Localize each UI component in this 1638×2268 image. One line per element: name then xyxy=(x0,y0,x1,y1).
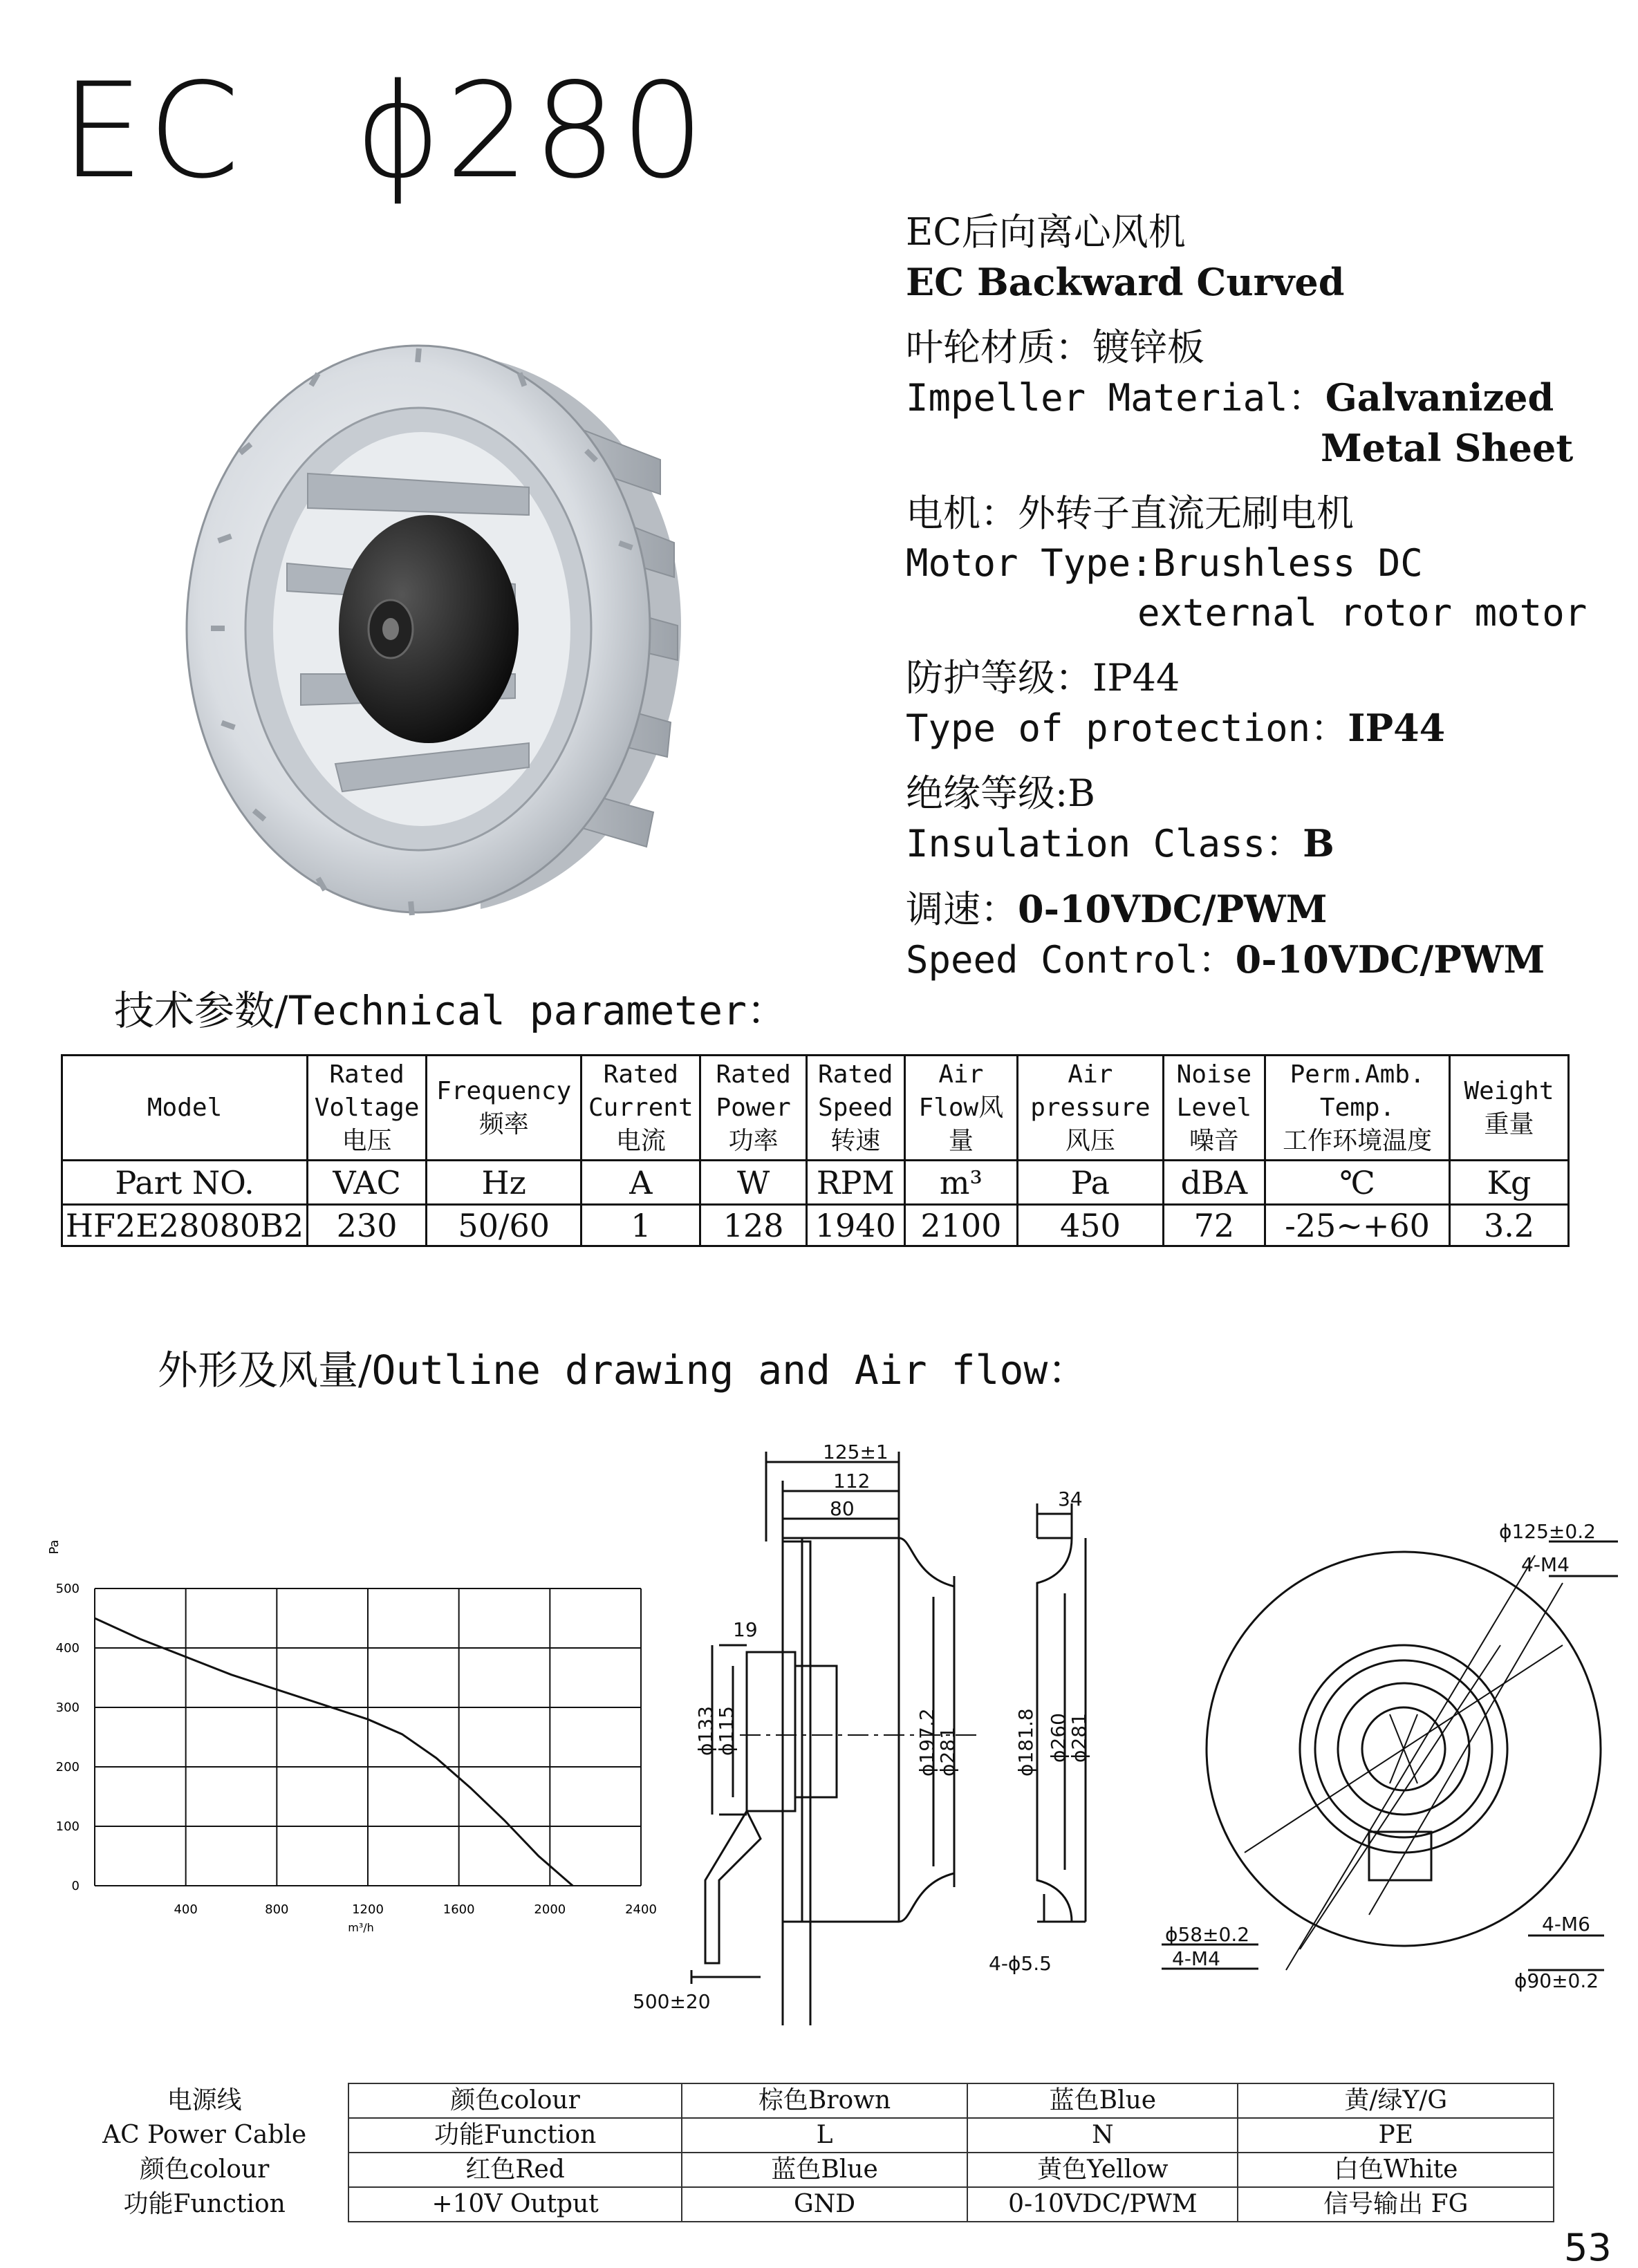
tech-unit-cell: A xyxy=(581,1161,700,1205)
impeller-cn-value: 镀锌板 xyxy=(1092,326,1204,369)
tech-header-line: Speed xyxy=(818,1093,893,1122)
tech-header-line: Weight xyxy=(1464,1076,1554,1105)
motor-en-line1: Motor Type:Brushless DC xyxy=(906,541,1423,585)
tech-header-cell xyxy=(1163,1056,1265,1161)
dim-133: ϕ133 xyxy=(694,1706,717,1756)
tech-header-line: 功率 xyxy=(728,1126,779,1155)
tech-heading-en: Technical parameter： xyxy=(288,987,788,1034)
spec-insulation xyxy=(906,769,1597,869)
cable-cell: 0-10VDC/PWM xyxy=(967,2187,1238,2222)
dim-19: 19 xyxy=(733,1618,758,1641)
dim-125: 125±1 xyxy=(823,1441,888,1463)
cable-cell: 蓝色Blue xyxy=(967,2083,1238,2118)
cable-row-2 xyxy=(61,2118,1554,2153)
airflow-chart xyxy=(28,1521,678,1949)
chart-ticks xyxy=(56,1582,657,1917)
cable-cell: 黄/绿Y/G xyxy=(1238,2083,1554,2118)
chart-y-tick-label: 500 xyxy=(55,1582,80,1596)
insulation-en-value: B xyxy=(1303,821,1334,865)
chart-x-tick-label: 400 xyxy=(174,1902,198,1917)
tech-header-cell xyxy=(427,1056,581,1161)
tech-value-cell: 2100 xyxy=(904,1205,1018,1246)
chart-x-axis-label: m³/h xyxy=(348,1921,374,1934)
title-ec: EC xyxy=(61,55,244,207)
tech-header-cell xyxy=(806,1056,904,1161)
tech-header-cell xyxy=(1265,1056,1450,1161)
dim-260: ϕ260 xyxy=(1047,1713,1070,1763)
tech-header-cell xyxy=(581,1056,700,1161)
tech-header-line: Level xyxy=(1176,1093,1252,1122)
fan-product-image xyxy=(183,315,695,944)
tech-header-line: Rated xyxy=(818,1060,893,1089)
tech-header-line: Temp. xyxy=(1319,1093,1395,1122)
chart-x-tick-label: 800 xyxy=(265,1902,289,1917)
tech-unit-cell: VAC xyxy=(308,1161,427,1205)
spec-impeller xyxy=(906,323,1597,474)
chart-y-axis-label: Pa xyxy=(47,1539,62,1555)
motor-cn-value: 外转子直流无刷电机 xyxy=(1018,491,1354,535)
dim-181: ϕ181.8 xyxy=(1014,1708,1037,1777)
tech-header-line: 工作环境温度 xyxy=(1283,1126,1433,1155)
type-cn: EC后向离心风机 xyxy=(906,210,1186,254)
tech-header-line: Perm.Amb. xyxy=(1290,1060,1425,1089)
colour-label: 颜色colour xyxy=(139,2155,270,2184)
chart-y-tick-label: 400 xyxy=(55,1641,80,1656)
outline-heading xyxy=(158,1338,1088,1396)
protection-cn-label: 防护等级： xyxy=(906,656,1092,700)
dim-197: ϕ197.2 xyxy=(915,1708,938,1777)
dim-80: 80 xyxy=(830,1497,855,1520)
speed-cn-value: 0-10VDC/PWM xyxy=(1018,887,1328,931)
cable-cell: N xyxy=(967,2118,1238,2153)
tech-unit-cell: W xyxy=(700,1161,807,1205)
tech-header-line: 电压 xyxy=(342,1126,392,1155)
tech-header-line: Current xyxy=(588,1093,694,1122)
power-cable-en: AC Power Cable xyxy=(102,2121,307,2149)
tech-header-cell xyxy=(1018,1056,1163,1161)
motor-cn-label: 电机： xyxy=(906,491,1018,535)
tech-value-cell: HF2E28080B2 xyxy=(62,1205,308,1246)
spec-motor xyxy=(906,489,1597,638)
cable-row-1 xyxy=(61,2083,1554,2118)
dim-m6: 4-M6 xyxy=(1542,1913,1590,1936)
outline-heading-en: Outline drawing and Air flow： xyxy=(371,1347,1088,1394)
tech-header-cell xyxy=(1450,1056,1569,1161)
chart-grid xyxy=(95,1588,641,1886)
dim-r58: ϕ58±0.2 xyxy=(1165,1923,1250,1946)
spec-protection xyxy=(906,653,1597,753)
tech-value-cell: 128 xyxy=(700,1205,807,1246)
spec-speed xyxy=(906,884,1597,985)
motor-en-line2: external rotor motor xyxy=(1137,591,1588,635)
tech-header-cell xyxy=(700,1056,807,1161)
tech-header-line: 噪音 xyxy=(1189,1126,1239,1155)
cable-cell: PE xyxy=(1238,2118,1554,2153)
dim-281a: ϕ281 xyxy=(936,1727,959,1777)
dim-112: 112 xyxy=(833,1470,871,1492)
cable-cell: 白色White xyxy=(1238,2153,1554,2187)
chart-x-tick-label: 1200 xyxy=(352,1902,384,1917)
tech-header-cell xyxy=(62,1056,308,1161)
tech-value-cell: 72 xyxy=(1163,1205,1265,1246)
chart-series-line xyxy=(95,1618,573,1886)
tech-heading-cn: 技术参数/ xyxy=(114,987,288,1034)
tech-value-cell: 50/60 xyxy=(427,1205,581,1246)
tech-header-line: 重量 xyxy=(1484,1109,1534,1138)
tech-header-line: 电流 xyxy=(615,1126,666,1155)
tech-unit-cell: RPM xyxy=(806,1161,904,1205)
type-en: EC Backward Curved xyxy=(906,260,1345,304)
insulation-cn: 绝缘等级:B xyxy=(906,771,1095,815)
tech-header-line: Rated xyxy=(716,1060,791,1089)
dim-281b: ϕ281 xyxy=(1068,1713,1090,1763)
tech-unit-cell: Hz xyxy=(427,1161,581,1205)
cable-cell: 颜色colour xyxy=(348,2083,682,2118)
tech-header-line: Rated xyxy=(329,1060,404,1089)
impeller-cn-label: 叶轮材质： xyxy=(906,326,1092,369)
protection-cn-value: IP44 xyxy=(1092,656,1180,700)
tech-header-line: Air xyxy=(1068,1060,1113,1089)
tech-header-line: pressure xyxy=(1030,1093,1151,1122)
tech-header-line: Air xyxy=(938,1060,984,1089)
cable-cell: L xyxy=(682,2118,967,2153)
tech-header-line: 风压 xyxy=(1065,1126,1115,1155)
chart-y-tick-label: 100 xyxy=(55,1819,80,1834)
dim-500: 500±20 xyxy=(633,1990,711,2013)
chart-x-tick-label: 2000 xyxy=(534,1902,566,1917)
dim-115: ϕ115 xyxy=(715,1706,738,1756)
chart-x-tick-label: 1600 xyxy=(443,1902,475,1917)
tech-unit-cell: Part NO. xyxy=(62,1161,308,1205)
tech-header-line: 转速 xyxy=(830,1126,881,1155)
outline-heading-cn: 外形及风量/ xyxy=(158,1347,372,1394)
chart-y-tick-label: 200 xyxy=(55,1760,80,1774)
tech-unit-cell: Kg xyxy=(1450,1161,1569,1205)
tech-value-cell: 230 xyxy=(308,1205,427,1246)
cable-row-4 xyxy=(61,2187,1554,2222)
tech-value-row xyxy=(62,1205,1569,1246)
chart-y-tick-label: 300 xyxy=(55,1700,80,1715)
protection-en-label: Type of protection： xyxy=(906,706,1348,750)
dim-r90: ϕ90±0.2 xyxy=(1514,1969,1599,1992)
tech-header-line: Power xyxy=(716,1093,791,1122)
dim-5-5: 4-ϕ5.5 xyxy=(989,1952,1052,1975)
cable-cell: 红色Red xyxy=(348,2153,682,2187)
spec-type xyxy=(906,207,1597,308)
tech-unit-row xyxy=(62,1161,1569,1205)
power-cable-cn: 电源线 xyxy=(167,2086,242,2115)
cable-cell: GND xyxy=(682,2187,967,2222)
tech-header-line: Model xyxy=(147,1093,223,1122)
side-outline-drawing xyxy=(622,1438,1162,2025)
tech-unit-cell: dBA xyxy=(1163,1161,1265,1205)
tech-value-cell: 3.2 xyxy=(1450,1205,1569,1246)
protection-en-value: IP44 xyxy=(1348,706,1446,750)
tech-value-cell: 1940 xyxy=(806,1205,904,1246)
dim-r125: ϕ125±0.2 xyxy=(1499,1520,1596,1543)
cable-cell: 信号输出 FG xyxy=(1238,2187,1554,2222)
cable-cell: 黄色Yellow xyxy=(967,2153,1238,2187)
cable-cell: 功能Function xyxy=(348,2118,682,2153)
chart-x-tick-label: 2400 xyxy=(625,1902,657,1917)
impeller-en-value2: Metal Sheet xyxy=(1321,426,1574,470)
insulation-en-label: Insulation Class： xyxy=(906,822,1303,865)
tech-header-cell xyxy=(904,1056,1018,1161)
tech-unit-cell: m³ xyxy=(904,1161,1018,1205)
tech-header-row xyxy=(62,1056,1569,1161)
function-label: 功能Function xyxy=(123,2190,286,2218)
tech-header-line: Frequency xyxy=(436,1076,572,1105)
cable-table xyxy=(61,2083,1554,2222)
tech-header-cell xyxy=(308,1056,427,1161)
tech-unit-cell: Pa xyxy=(1018,1161,1163,1205)
product-title xyxy=(61,55,709,207)
cable-cell: 棕色Brown xyxy=(682,2083,967,2118)
cable-cell: 蓝色Blue xyxy=(682,2153,967,2187)
impeller-en-label: Impeller Material： xyxy=(906,376,1325,420)
impeller-en-value1: Galvanized xyxy=(1325,375,1554,420)
chart-y-tick-label: 0 xyxy=(71,1879,80,1893)
dim-34: 34 xyxy=(1058,1488,1083,1510)
tech-parameter-table xyxy=(61,1054,1570,1247)
tech-header-line: Flow风 xyxy=(918,1093,1004,1122)
speed-en-label: Speed Control： xyxy=(906,938,1236,982)
page-number: 53 xyxy=(1564,2226,1612,2268)
speed-cn-label: 调速： xyxy=(906,888,1018,931)
cable-cell: +10V Output xyxy=(348,2187,682,2222)
tech-header-line: Voltage xyxy=(314,1093,420,1122)
cable-row-3 xyxy=(61,2153,1554,2187)
spec-list xyxy=(906,207,1597,1000)
title-diameter: ϕ280 xyxy=(354,55,709,207)
tech-unit-cell: ℃ xyxy=(1265,1161,1450,1205)
tech-header-line: 量 xyxy=(948,1126,974,1155)
tech-header-line: Noise xyxy=(1176,1060,1252,1089)
tech-header-line: 频率 xyxy=(478,1109,529,1138)
speed-en-value: 0-10VDC/PWM xyxy=(1235,937,1545,982)
tech-header-line: Rated xyxy=(603,1060,679,1089)
tech-value-cell: -25~+60 xyxy=(1265,1205,1450,1246)
tech-value-cell: 1 xyxy=(581,1205,700,1246)
tech-value-cell: 450 xyxy=(1018,1205,1163,1246)
front-outline-drawing xyxy=(1162,1486,1618,2012)
dim-m4b: 4-M4 xyxy=(1172,1947,1220,1970)
dim-m4a: 4-M4 xyxy=(1521,1553,1570,1576)
tech-heading xyxy=(114,978,787,1036)
